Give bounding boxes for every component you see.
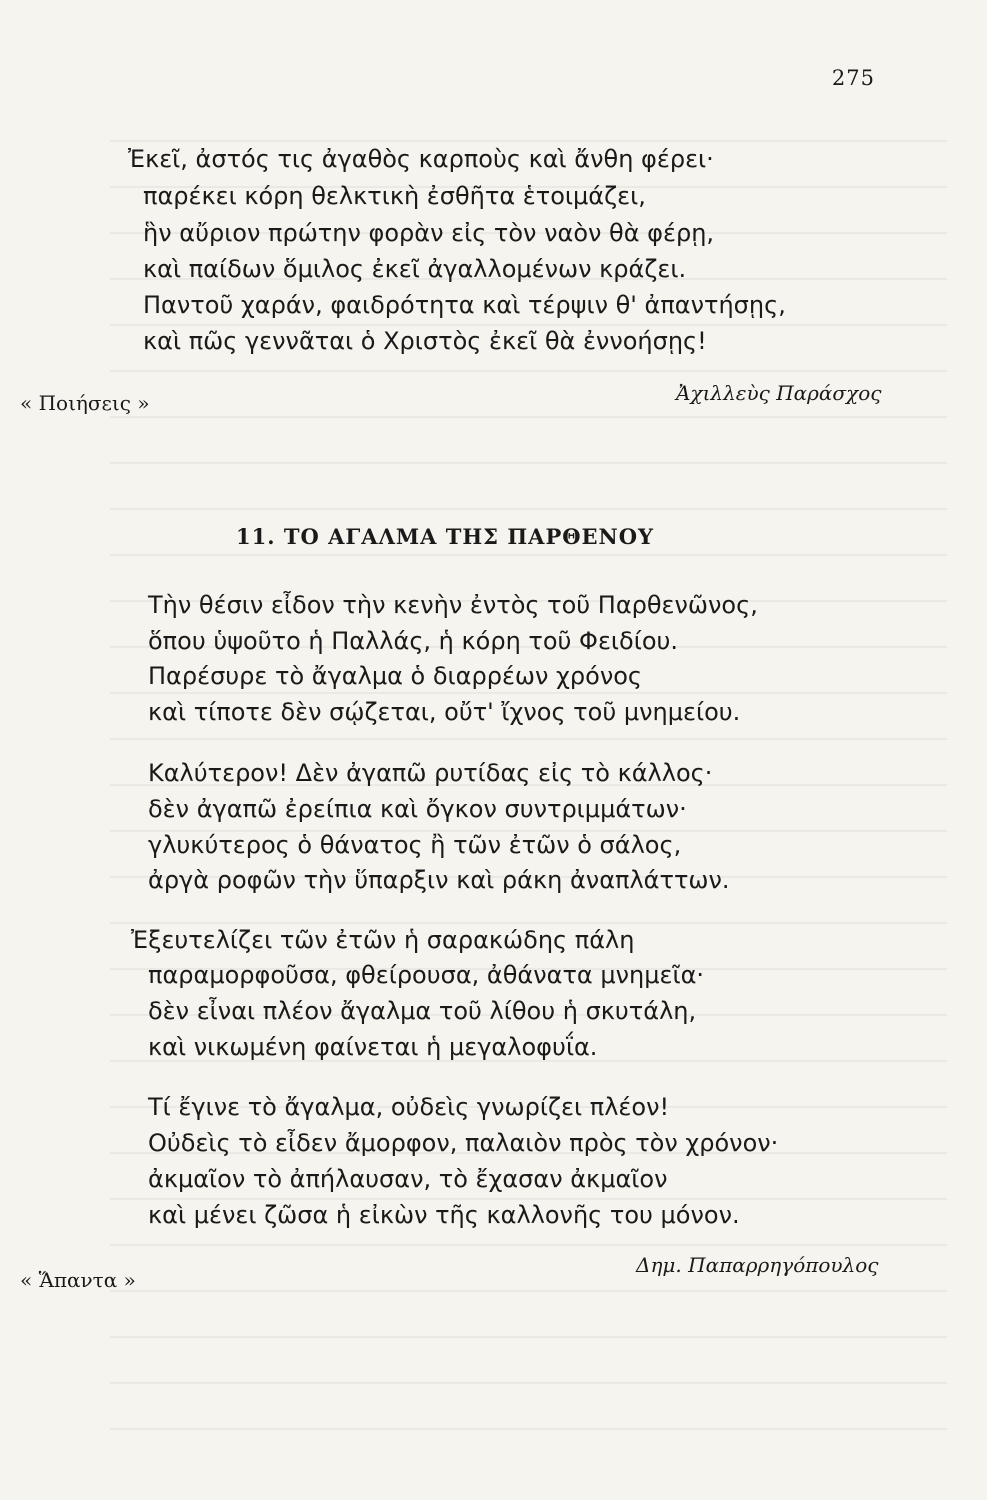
poem-2-heading: 11. ΤΟ ΑΓΑΛΜΑ ΤΗΣ ΠΑΡΘΕΝΟΥ	[236, 524, 655, 549]
poem-2-line: Τὴν θέσιν εἶδον τὴν κενὴν ἐντὸς τοῦ Παρθενῶνος,	[148, 591, 758, 619]
poem-2-line: ὅπου ὑψοῦτο ἡ Παλλάς, ἡ κόρη τοῦ Φειδίου.	[148, 627, 679, 655]
poem-1-line: παρέκει κόρη θελκτικὴ ἐσθῆτα ἑτοιμάζει,	[143, 182, 646, 210]
poem-1-line: καὶ παίδων ὅμιλος ἐκεῖ ἀγαλλομένων κράζει.	[143, 255, 687, 283]
poem-2-author: Δημ. Παπαρρηγόπουλος	[636, 1253, 879, 1277]
poem-2-source: « Ἅπαντα »	[20, 1268, 136, 1292]
poem-2-line: ἀκμαῖον τὸ ἀπήλαυσαν, τὸ ἔχασαν ἀκμαῖον	[148, 1165, 668, 1193]
poem-2-line: καὶ νικωμένη φαίνεται ἡ μεγαλοφυΐα.	[148, 1033, 598, 1061]
poem-2-line: δὲν ἀγαπῶ ἐρείπια καὶ ὄγκον συντριμμάτων·	[148, 795, 687, 823]
poem-2-line: Τί ἔγινε τὸ ἄγαλμα, οὐδεὶς γνωρίζει πλέον!	[148, 1093, 670, 1121]
poem-2-line: παραμορφοῦσα, φθείρουσα, ἀθάνατα μνημεῖα·	[148, 961, 705, 989]
poem-2-line: Καλύτερον! Δὲν ἀγαπῶ ρυτίδας εἰς τὸ κάλλος·	[148, 759, 713, 787]
poem-2-line: Οὐδεὶς τὸ εἶδεν ἄμορφον, παλαιὸν πρὸς τὸν χρόνον·	[148, 1129, 779, 1157]
poem-2-line: καὶ μένει ζῶσα ἡ εἰκὼν τῆς καλλονῆς του μόνον.	[148, 1201, 740, 1229]
poem-1-line: Παντοῦ χαράν, φαιδρότητα καὶ τέρψιν θ' ἀπαντήσῃς,	[143, 291, 786, 319]
poem-2-line: δὲν εἶναι πλέον ἄγαλμα τοῦ λίθου ἡ σκυτάλη,	[148, 997, 697, 1025]
poem-2-line: Παρέσυρε τὸ ἄγαλμα ὁ διαρρέων χρόνος	[148, 662, 643, 690]
poem-2-line: ἀργὰ ροφῶν τὴν ὕπαρξιν καὶ ράκη ἀναπλάττων.	[148, 866, 730, 894]
poem-1-line: ἣν αὔριον πρώτην φορὰν εἰς τὸν ναὸν θὰ φέρῃ,	[143, 219, 715, 247]
poem-2-line: Ἐξευτελίζει τῶν ἐτῶν ἡ σαρακώδης πάλη	[131, 926, 635, 954]
poem-2-line: γλυκύτερος ὁ θάνατος ἢ τῶν ἐτῶν ὁ σάλος,	[148, 831, 682, 859]
poem-1-source: « Ποιήσεις »	[20, 391, 150, 415]
poem-1-author: Ἀχιλλεὺς Παράσχος	[676, 381, 882, 405]
poem-2-line: καὶ τίποτε δὲν σῴζεται, οὔτ' ἴχνος τοῦ μνημείου.	[148, 698, 741, 726]
poem-1-line: καὶ πῶς γεννᾶται ὁ Χριστὸς ἐκεῖ θὰ ἐννοήσῃς!	[143, 327, 707, 355]
poem-1-line: Ἐκεῖ, ἀστός τις ἀγαθὸς καρποὺς καὶ ἄνθη φέρει·	[128, 145, 714, 173]
page-number: 275	[831, 66, 875, 90]
